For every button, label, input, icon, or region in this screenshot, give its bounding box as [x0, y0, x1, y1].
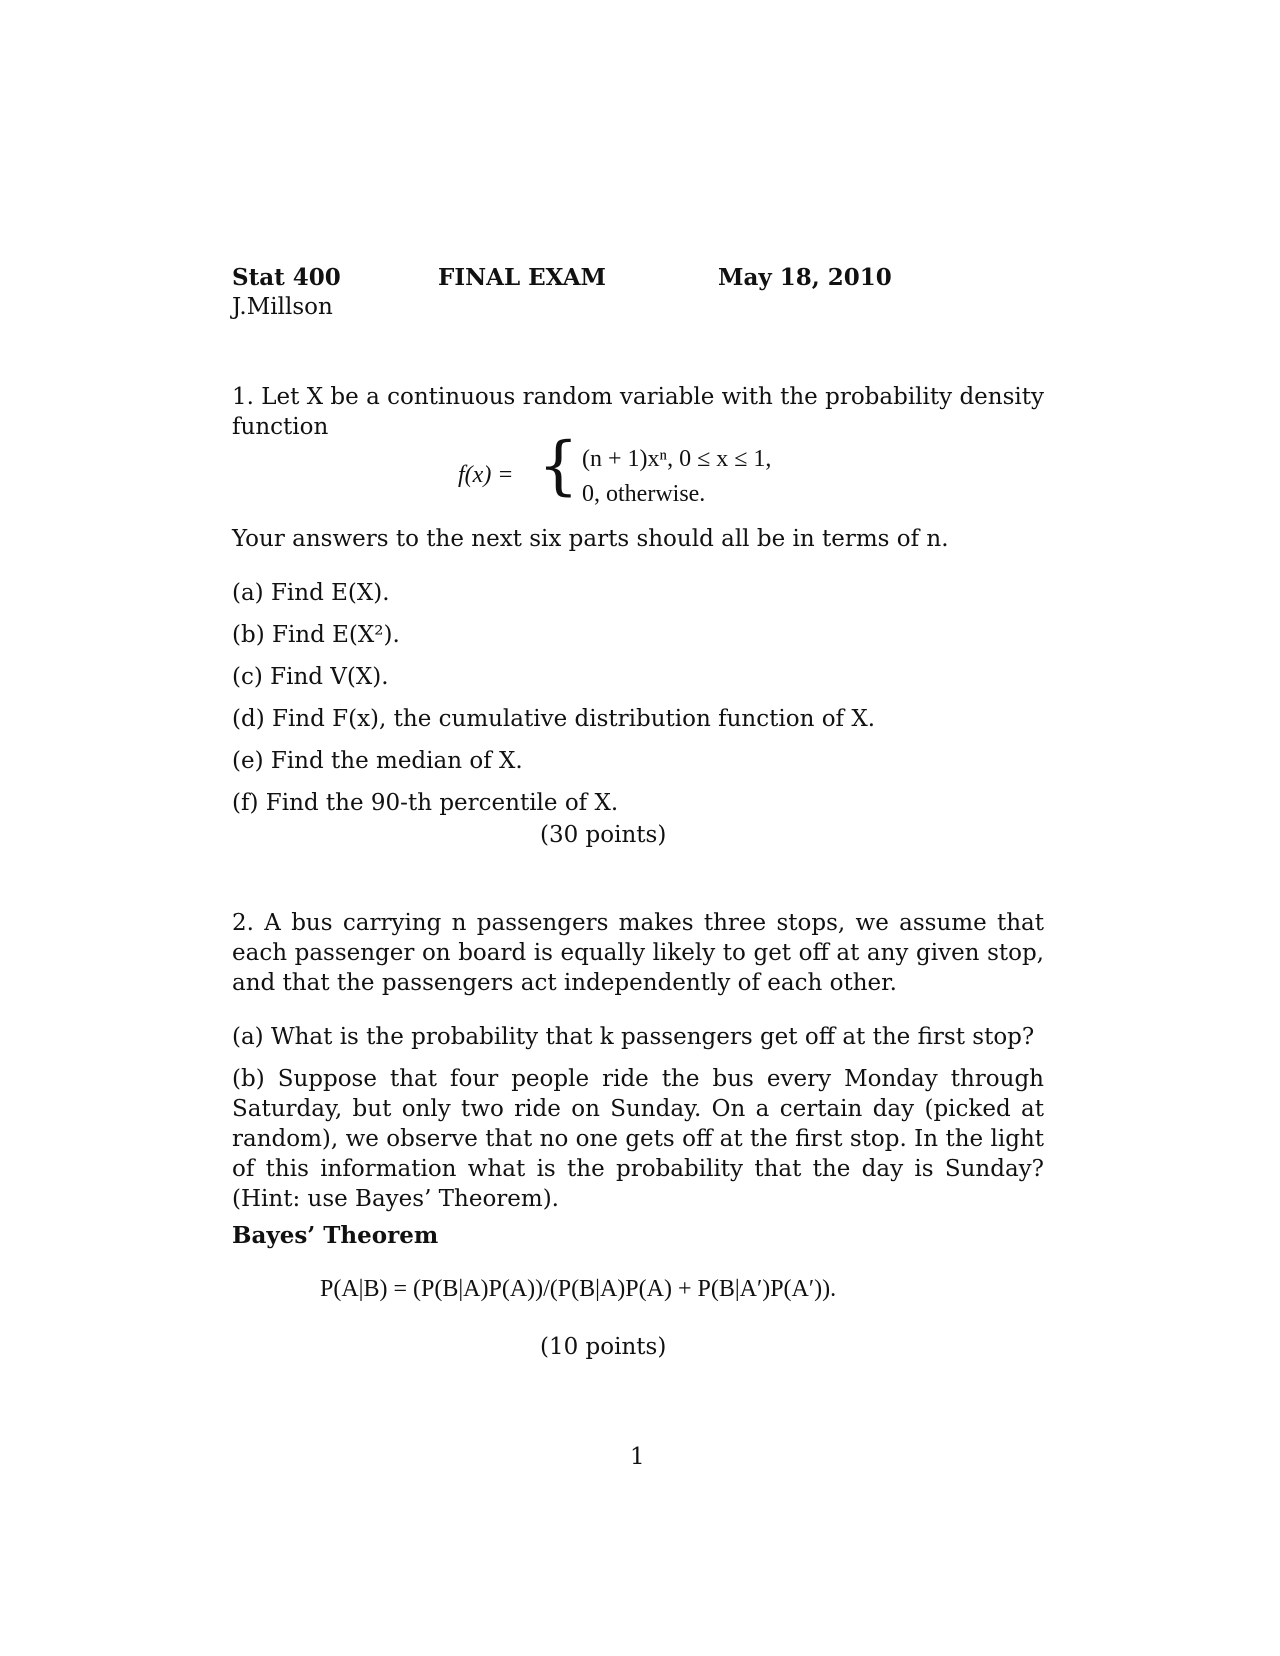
- exam-title: FINAL EXAM: [438, 264, 606, 291]
- q1-number: 1.: [232, 384, 254, 410]
- bayes-heading: Bayes’ Theorem: [232, 1222, 439, 1249]
- bayes-formula: P(A|B) = (P(B|A)P(A))/(P(B|A)P(A) + P(B|A′)P(A′)).: [320, 1276, 837, 1302]
- q2-intro-text: A bus carrying n passengers makes three stops, we assume that each passenger on board is equally likely to get off at any given stop, and that the passengers act independently of each other.: [232, 910, 1045, 996]
- q2-part-a: (a) What is the probability that k passengers get off at the first stop?: [232, 1024, 1035, 1050]
- pdf-case-1: (n + 1)xⁿ, 0 ≤ x ≤ 1,: [582, 446, 772, 472]
- q1-intro-text: Let X be a continuous random variable with the probability density function: [232, 384, 1044, 440]
- q2-intro: [232, 908, 1044, 998]
- pdf-lhs: f(x) =: [458, 462, 514, 488]
- q2-number: 2.: [232, 910, 254, 936]
- q2-points: (10 points): [540, 1334, 667, 1360]
- page-number: 1: [630, 1444, 645, 1470]
- course-title: Stat 400: [232, 264, 341, 291]
- pdf-case-2: 0, otherwise.: [582, 481, 706, 507]
- q1-part-f: (f) Find the 90-th percentile of X.: [232, 790, 619, 816]
- exam-date: May 18, 2010: [718, 264, 892, 291]
- q1-part-e: (e) Find the median of X.: [232, 748, 523, 774]
- q1-intro: [232, 382, 1044, 442]
- q1-part-b: (b) Find E(X²).: [232, 622, 400, 648]
- left-brace-icon: {: [538, 429, 579, 503]
- q1-points: (30 points): [540, 822, 667, 848]
- q1-part-c: (c) Find V(X).: [232, 664, 389, 690]
- q1-note: Your answers to the next six parts should all be in terms of n.: [232, 526, 949, 552]
- q1-part-d: (d) Find F(x), the cumulative distribution function of X.: [232, 706, 876, 732]
- q2-part-b: (b) Suppose that four people ride the bus every Monday through Saturday, but only two ride on Sunday. On a certain day (picked at random), we observe that no one gets off at the first stop. In the light of this information what is the probability that the day is Sunday? (Hint: use Bayes’ Theorem).: [232, 1066, 1044, 1212]
- instructor-name: J.Millson: [232, 294, 333, 320]
- q1-part-a: (a) Find E(X).: [232, 580, 390, 606]
